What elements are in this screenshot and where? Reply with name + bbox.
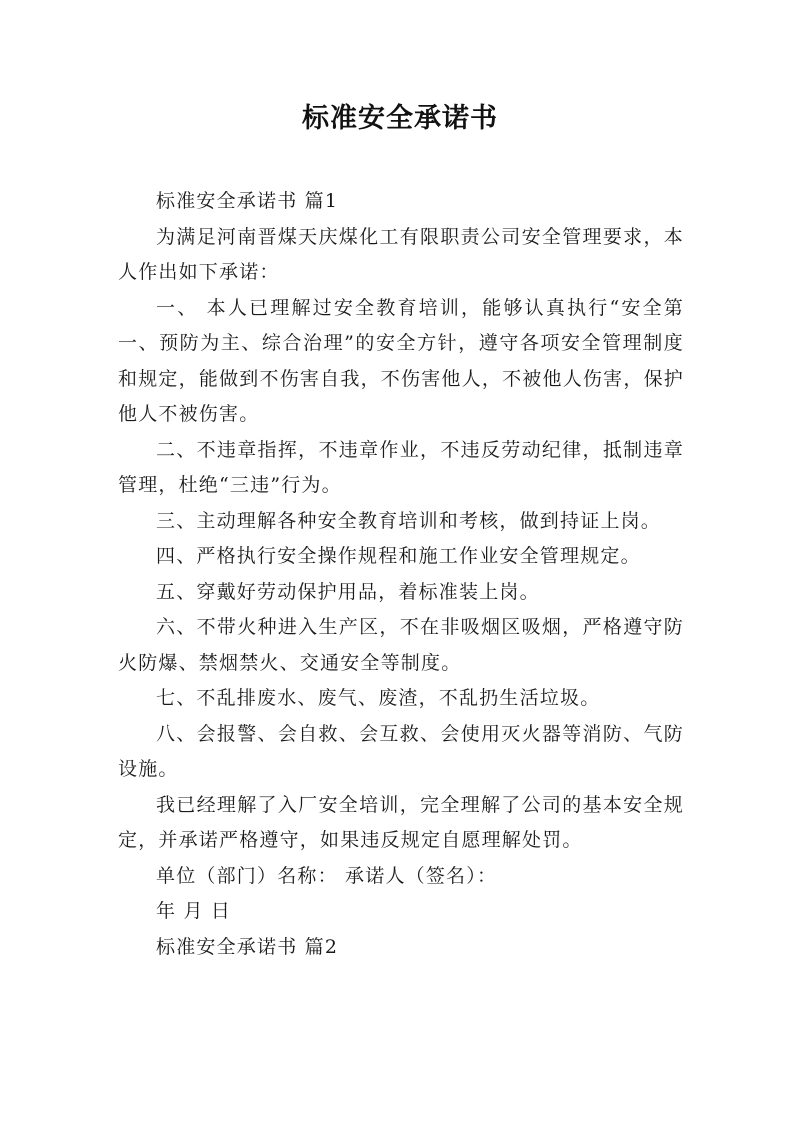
section-heading-2: 标准安全承诺书 篇2 bbox=[156, 935, 339, 958]
commitment-item-2: 二、不违章指挥，不违章作业，不违反劳动纪律，抵制违章管理，杜绝“三违”行为。 bbox=[118, 438, 684, 496]
commitment-item-3: 三、主动理解各种安全教育培训和考核，做到持证上岗。 bbox=[156, 509, 662, 532]
commitment-item-5: 五、穿戴好劳动保护用品，着标准装上岗。 bbox=[156, 580, 540, 603]
section-heading-1: 标准安全承诺书 篇1 bbox=[156, 190, 339, 212]
commitment-item-4: 四、严格执行安全操作规程和施工作业安全管理规定。 bbox=[156, 545, 641, 567]
commitment-item-7: 七、不乱排废水、废气、废渣，不乱扔生活垃圾。 bbox=[156, 687, 601, 709]
document-body bbox=[118, 184, 684, 965]
closing-statement: 我已经理解了入厂安全培训，完全理解了公司的基本安全规定，并承诺严格遵守，如果违反规定自愿理解处罚。 bbox=[118, 793, 684, 851]
commitment-item-8: 八、会报警、会自救、会互救、会使用灭火器等消防、气防设施。 bbox=[118, 722, 684, 780]
signature-line: 单位（部门）名称： 承诺人（签名）： bbox=[156, 864, 498, 887]
intro-paragraph: 为满足河南晋煤天庆煤化工有限职责公司安全管理要求，本人作出如下承诺： bbox=[118, 225, 684, 283]
commitment-item-1: 一、 本人已理解过安全教育培训，能够认真执行“安全第一、预防为主、综合治理”的安全方针，遵守各项安全管理制度和规定，能做到不伤害自我，不伤害他人，不被他人伤害，保护他人不被伤害。 bbox=[118, 296, 684, 425]
date-line: 年 月 日 bbox=[156, 900, 232, 922]
document-title: 标准安全承诺书 bbox=[302, 103, 498, 134]
commitment-item-6: 六、不带火种进入生产区，不在非吸烟区吸烟，严格遵守防火防爆、禁烟禁火、交通安全等制度。 bbox=[118, 616, 684, 674]
